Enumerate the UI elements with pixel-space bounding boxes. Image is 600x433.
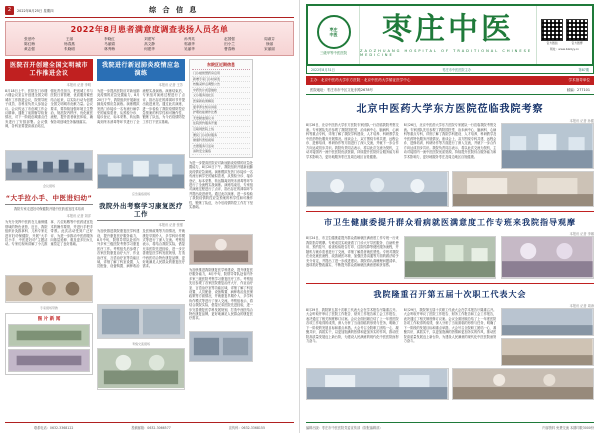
side-column-text: 为加快推进我院康复医学科建设，提升康复医疗服务能力，8月中旬，院领导带队赴省内外多家三级医院考察学习康复医疗工作。考察组先后参观了各家医院康复治疗大厅、作业治疗室、言语治疗室等功能区域，详细了解了科室设置、人员配备、设备购置、病种收治及医保政策等方面情况，并就康复早期介入、多学科协作模式等进行了深入交流。考察组表示，将结合我院实际，借鉴兄弟医院先进经验，进一步完善康复医学科发展规划，打造中西医结合特色康复品牌，更好地满足人民群众的康复医疗需求。 [189, 267, 253, 321]
list-item[interactable]: 夏季养生知识讲座 [192, 105, 250, 111]
qr-code-row [541, 19, 588, 45]
masthead-red-bar [306, 76, 594, 85]
honored-name: 周淑芬 [264, 37, 275, 41]
photo-caption: 专家现场带教 [39, 305, 58, 310]
side-info-title: 东院区近期信息 [192, 62, 250, 70]
article-headline: 我院外出考察学习康复医疗工作 [97, 200, 185, 221]
weibo-qr-caption: 官方微博 [571, 41, 583, 45]
article-body: 8月26日，北京中医药大学东方医院专家团队一行莅临我院考察交流。专家团队先后参观了我院国医堂、治未病中心、脑病科、心病科等重点专科，详细了解了我院学科建设、人才培养、科研教学及中医药特色服务开展情况。座谈会上，双方围绕专科共建、远程会诊、进修培训、科研协作等方面进行了深入交流，并就下一步合作方向达成初步共识。我院负责同志表示，将以此次交流为契机，主动对接国内一流中医医院优质资源，持续提升医院综合服务能力和学术影响力，更好地服务枣庄及周边地区百姓健康。 [403, 123, 497, 159]
masthead-badge-caption: 三级甲等中医医院 [319, 50, 348, 55]
article-headline: “大手拉小手、中医进妇幼” [5, 192, 93, 205]
masthead-center [360, 6, 536, 64]
lead-col-3 [501, 123, 594, 169]
section-title: 综 合 信 息 [149, 6, 199, 14]
lead-article-byline: 本报讯 记者 孙健 [569, 119, 594, 123]
list-item[interactable]: 健康科普短视频 [192, 138, 250, 144]
third-article-photos [306, 368, 594, 400]
masthead [306, 4, 594, 66]
photo-news-images [8, 324, 90, 372]
third-col-1 [306, 308, 399, 366]
footer-email: 投稿邮箱：0632-3066577 [131, 426, 171, 430]
second-col-2 [404, 236, 497, 278]
honored-name: 李晓红 [104, 37, 115, 41]
honored-name: 孙秀英 [184, 37, 195, 41]
list-item[interactable]: 核酸采样点调整公告 [192, 82, 250, 88]
list-item[interactable]: 护理技能操作比赛 [192, 110, 250, 116]
list-item[interactable]: 互联网医院上线 [192, 127, 250, 133]
left-column-2 [97, 59, 185, 392]
lead-col-2 [404, 123, 497, 169]
masthead-title: 枣庄中医 [382, 12, 514, 47]
honored-name: 吴丽华 [184, 47, 195, 51]
third-article-columns [306, 308, 594, 366]
red-bar-right: 学术指导单位 [568, 78, 590, 82]
footer-publisher: 编辑出版：枣庄市中医医院党委宣传部（院报编辑部） [306, 426, 383, 430]
weibo-qr-block [566, 19, 588, 45]
issue-date: 2022年8月31日 [311, 68, 335, 72]
third-article-byline: 本报讯 记者 周涛 [569, 303, 594, 308]
honored-name: 王丽 [65, 37, 74, 41]
article-byline: 本报讯 记者 王芳 [158, 83, 183, 87]
photo-news-title: 图 片 新 闻 [37, 316, 61, 322]
honored-name: 曹春梅 [224, 47, 235, 51]
photo-news-strip [5, 313, 93, 375]
list-item[interactable]: 义诊服务进社区 [192, 93, 250, 99]
masthead-right [536, 6, 592, 64]
article-body: 为充分发挥中医药在儿童保健领域的特色优势，近日，我院组织针灸推拿科、儿科专家走进市妇幼保健院，开展“大手拉小手、中医进妇幼”主题活动。专家们现场讲解了小儿推拿、穴位贴敷等中医药适宜技术的操作要领，并进行手把手带教。此次活动受到广泛好评，为进一步推动中医药服务向基层延伸、惠及更多妇女儿童奠定了良好基础。 [5, 220, 93, 247]
honored-name: 刘建军 [144, 37, 155, 41]
article-headline: 医院召开创建全国文明城市工作推进会议 [5, 59, 93, 81]
lead-article-headline: 北京中医药大学东方医院莅临我院考察 [356, 104, 544, 115]
masthead-info-bar [306, 66, 594, 74]
article-body: 8月26日，北京中医药大学东方医院专家团队一行莅临我院考察交流。专家团队先后参观了我院国医堂、治未病中心、脑病科、心病科等重点专科，详细了解了我院学科建设、人才培养、科研教学及中医药特色服务开展情况。座谈会上，双方围绕专科共建、远程会诊、进修培训、科研协作等方面进行了深入交流，并就下一步合作方向达成初步共识。我院负责同志表示，将以此次交流为契机，主动对接国内一流中医医院优质资源，持续提升医院综合服务能力和学术影响力，更好地服务枣庄及周边地区百姓健康。 [306, 123, 399, 159]
article-byline: 本报讯 记者 李明 [66, 83, 91, 87]
article-photo [452, 171, 595, 207]
issue-number: 第87期 [578, 68, 589, 72]
honored-name: 高文静 [144, 42, 155, 46]
second-article-columns [306, 236, 594, 278]
list-item[interactable]: 住院预约服务开通 [192, 121, 250, 127]
article-photo [5, 150, 93, 181]
third-col-3 [501, 308, 594, 366]
honored-name: 林秀梅 [104, 47, 115, 51]
masthead-left [308, 6, 360, 64]
article-photo [501, 123, 594, 169]
second-col-3 [501, 236, 594, 278]
article-photo [404, 236, 497, 278]
strip-photo [8, 324, 90, 347]
article-photo [97, 304, 185, 339]
article-byline: 本报讯 记者 张强 [158, 223, 183, 228]
list-item[interactable]: 志愿服务月活动 [192, 144, 250, 150]
masthead-subtitle: ZAOZHUANG HOSPITAL OF TRADITIONAL CHINESE MEDICINE [360, 49, 533, 57]
right-page [300, 0, 600, 433]
side-info-list [192, 71, 250, 155]
honored-name: 郭淑华 [184, 42, 195, 46]
article-photo [306, 368, 449, 400]
article-photo [501, 338, 594, 366]
left-page-columns [5, 59, 294, 392]
list-item[interactable]: 新增专家门诊时间表 [192, 77, 250, 83]
article-photo [5, 275, 93, 302]
lead-article-columns [306, 123, 594, 169]
honored-name: 徐丽 [265, 42, 274, 46]
lead-col-1 [306, 123, 399, 169]
article-photo [189, 234, 253, 265]
list-item[interactable]: 门诊楼智慧药房启用 [192, 71, 250, 77]
article-body: 8月24日，市卫生健康委提升群众看病就医满意度工作专班一行来我院指导观摩。专班成员实地查看了门诊大厅导医服务、自助机使用、预约挂号、检查检验报告打印、住院结算等便民服务流程，并随机与就诊患者进行了交流，详细了解患者就医感受。专班对我院在优化就医流程、改善就医环境、加强医患沟通等方面的做法给予充分肯定，并提出了进一步改进建议。我院将认真梳理问题清单，逐项抓好整改落实，不断提升群众看病就医满意度和获得感。 [306, 236, 399, 268]
right-page-footer [306, 422, 594, 430]
second-article-byline: 本报讯 记者 李娜 [569, 232, 594, 237]
page-number-badge: 2 [5, 6, 14, 15]
list-item[interactable]: 无偿献血倡议书 [192, 116, 250, 122]
article-photo [452, 368, 595, 400]
publisher: 枣庄市中医医院主办 [442, 68, 471, 72]
masthead-address-line [306, 85, 594, 95]
photo-caption: 应急演练现场 [131, 192, 150, 197]
article-photo [97, 154, 185, 189]
postcode-text: 邮编：277101 [566, 88, 590, 92]
honored-names-grid [6, 37, 293, 52]
left-header-left [5, 6, 54, 15]
honored-name: 张爱玲 [24, 37, 35, 41]
honored-name: 杨春燕 [64, 42, 75, 46]
issue-date: 2022年8月25日 星期四 [17, 8, 54, 13]
left-page-header [5, 4, 294, 18]
footer-dept: 宣传科：0632-3368155 [228, 426, 265, 430]
photo-caption: 考察交流现场 [131, 342, 150, 347]
masthead-website[interactable]: 网址：www.bzzzyy.cn [549, 47, 580, 51]
footer-contact: 联系电话：0632-3368122 [33, 426, 74, 430]
honor-banner [5, 21, 294, 56]
strip-photo [8, 349, 90, 372]
honored-name: 田小兰 [224, 42, 235, 46]
wechat-qr-caption: 官方微信 [546, 41, 558, 45]
article-body: 8月18日上午，医院在门诊楼六楼会议室召开创建全国文明城市工作推进会议，院领导班子成员、各科室负责人参加会议。会议传达了市创城工作会议精神，通报了前期督导检查情况，对下一阶段创城重点任务进行了安排部署。会议强调，各科室要提高政治站位，强化责任担当，把创城工作与医院日常管理、优质服务紧密结合起来，以实际行动为创建全国文明城市贡献力量。会议要求，要持续加强环境卫生整治，规范院内秩序，优化就医流程，提升患者就医体验，确保各项创城任务落细落实。 [5, 89, 93, 129]
lead-article-photos [306, 171, 594, 207]
honored-name: 何建华 [144, 47, 155, 51]
third-article-headline: 我院隆重召开第五届十次职工代表大会 [373, 289, 527, 299]
list-item[interactable]: 中药饮片质量抽检 [192, 88, 250, 94]
left-column-1 [5, 59, 93, 392]
list-item[interactable]: 医保新政策解读 [192, 99, 250, 105]
article-photo [306, 171, 449, 207]
honored-name: 赵国强 [224, 37, 235, 41]
side-column-text: 为进一步提高医院应对新冠肺炎疫情的应急处置能力，8月20日下午，我院组织开展新冠肺炎疫情应急演练。演练模拟发热门诊接诊一名有流行病学史的疑似患者，从预检分诊、接诊登记、标本采集、转运隔离到终末消毒等环节进行了全流程实战演练。演练结束后，专家组对演练过程进行了点评，指出存在的薄弱环节并提出改进意见。通过此次演练，进一步检验了我院疫情防控应急预案的科学性和可操作性，锻炼了队伍，为今后疫情防控工作打下坚实基础。 [189, 160, 253, 209]
left-column-3 [189, 59, 253, 392]
article-headline: 我院进行新冠肺炎疫情应急演练 [97, 59, 185, 81]
list-item[interactable]: 消防安全演练 [192, 149, 250, 155]
honored-name: 黄志强 [24, 47, 35, 51]
honored-name: 宋丽丽 [264, 47, 275, 51]
second-article-headline: 市卫生健康委提升群众看病就医满意度工作专班来我院指导观摩 [324, 218, 576, 228]
article-subtitle: 我院专家走进妇幼保健院开展中医药适宜技术培训 [13, 207, 85, 212]
article-photo [189, 331, 253, 362]
article-body: 8月29日，我院第五届十次职工代表大会在学术报告厅隆重召开。大会听取并审议了医院工作报告、财务工作报告和工会工作报告，表决通过了相关制度修订议案。会议全面回顾总结了上一年度医院各项工作取得的成绩，深入分析了当前面临的形势与任务，明确了下一阶段的发展目标和重点举措。大会号召全院职工团结一心、凝聚共识、真抓实干，以更加饱满的热情和更加务实的作风，推动医院高质量发展迈上新台阶，为建设人民满意的现代化中医医院而努力奋斗。 [306, 307, 399, 344]
photo-caption: 会议现场 [42, 184, 55, 189]
left-page-footer [5, 422, 294, 430]
hospital-emblem-icon: 枣庄 中医 [317, 15, 351, 49]
red-bar-left: 主办：北京中医药大学东方医院 · 北京中医药大学循证医学中心 [310, 78, 411, 82]
article-byline: 本报讯 记者 刘洋 [66, 214, 91, 219]
footer-circulation: 内部资料 免费交流 本期印数3000份 [542, 426, 594, 430]
list-item[interactable]: 便民门诊延时服务 [192, 133, 250, 139]
honor-banner-title: 2022年8月患者满意度调查表扬人员名单 [70, 25, 229, 34]
honored-name: 陈红梅 [24, 42, 35, 46]
article-body: 8月29日，我院第五届十次职工代表大会在学术报告厅隆重召开。大会听取并审议了医院工作报告、财务工作报告和工会工作报告，表决通过了相关制度修订议案。会议全面回顾总结了上一年度医院各项工作取得的成绩，深入分析了当前面临的形势与任务，明确了下一阶段的发展目标和重点举措。大会号召全院职工团结一心、凝聚共识、真抓实干，以更加饱满的热情和更加务实的作风，推动医院高质量发展迈上新台阶，为建设人民满意的现代化中医医院而努力奋斗。 [403, 307, 497, 344]
honored-name: 马丽娟 [104, 42, 115, 46]
article-body: 为进一步提高医院应对新冠肺炎疫情的应急处置能力，8月20日下午，我院组织开展新冠肺炎疫情应急演练。演练模拟发热门诊接诊一名有流行病学史的疑似患者，从预检分诊、接诊登记、标本采集、转运隔离到终末消毒等环节进行了全流程实战演练。演练结束后，专家组对演练过程进行了点评，指出存在的薄弱环节并提出改进意见。通过此次演练，进一步检验了我院疫情防控应急预案的科学性和可操作性，锻炼了队伍，为今后疫情防控工作打下坚实基础。 [97, 89, 185, 124]
wechat-qr-icon [541, 19, 563, 41]
article-photo [501, 308, 594, 336]
weibo-qr-icon [566, 19, 588, 41]
second-col-1 [306, 236, 399, 278]
honored-name: 朱晓明 [64, 47, 75, 51]
article-body: 为加快推进我院康复医学科建设，提升康复医疗服务能力，8月中旬，院领导带队赴省内外多家三级医院考察学习康复医疗工作。考察组先后参观了各家医院康复治疗大厅、作业治疗室、言语治疗室等功能区域，详细了解了科室设置、人员配备、设备购置、病种收治及医保政策等方面情况，并就康复早期介入、多学科协作模式等进行了深入交流。考察组表示，将结合我院实际，借鉴兄弟医院先进经验，进一步完善康复医学科发展规划，打造中西医结合特色康复品牌，更好地满足人民群众的康复医疗需求。 [97, 229, 185, 269]
side-info-box [189, 59, 253, 158]
article-photo [501, 236, 594, 278]
address-text: 医院地址：枣庄市市中区文化东路2678号 [310, 88, 373, 92]
third-col-2 [404, 308, 497, 366]
wechat-qr-block [541, 19, 563, 45]
article-photo [97, 348, 185, 389]
